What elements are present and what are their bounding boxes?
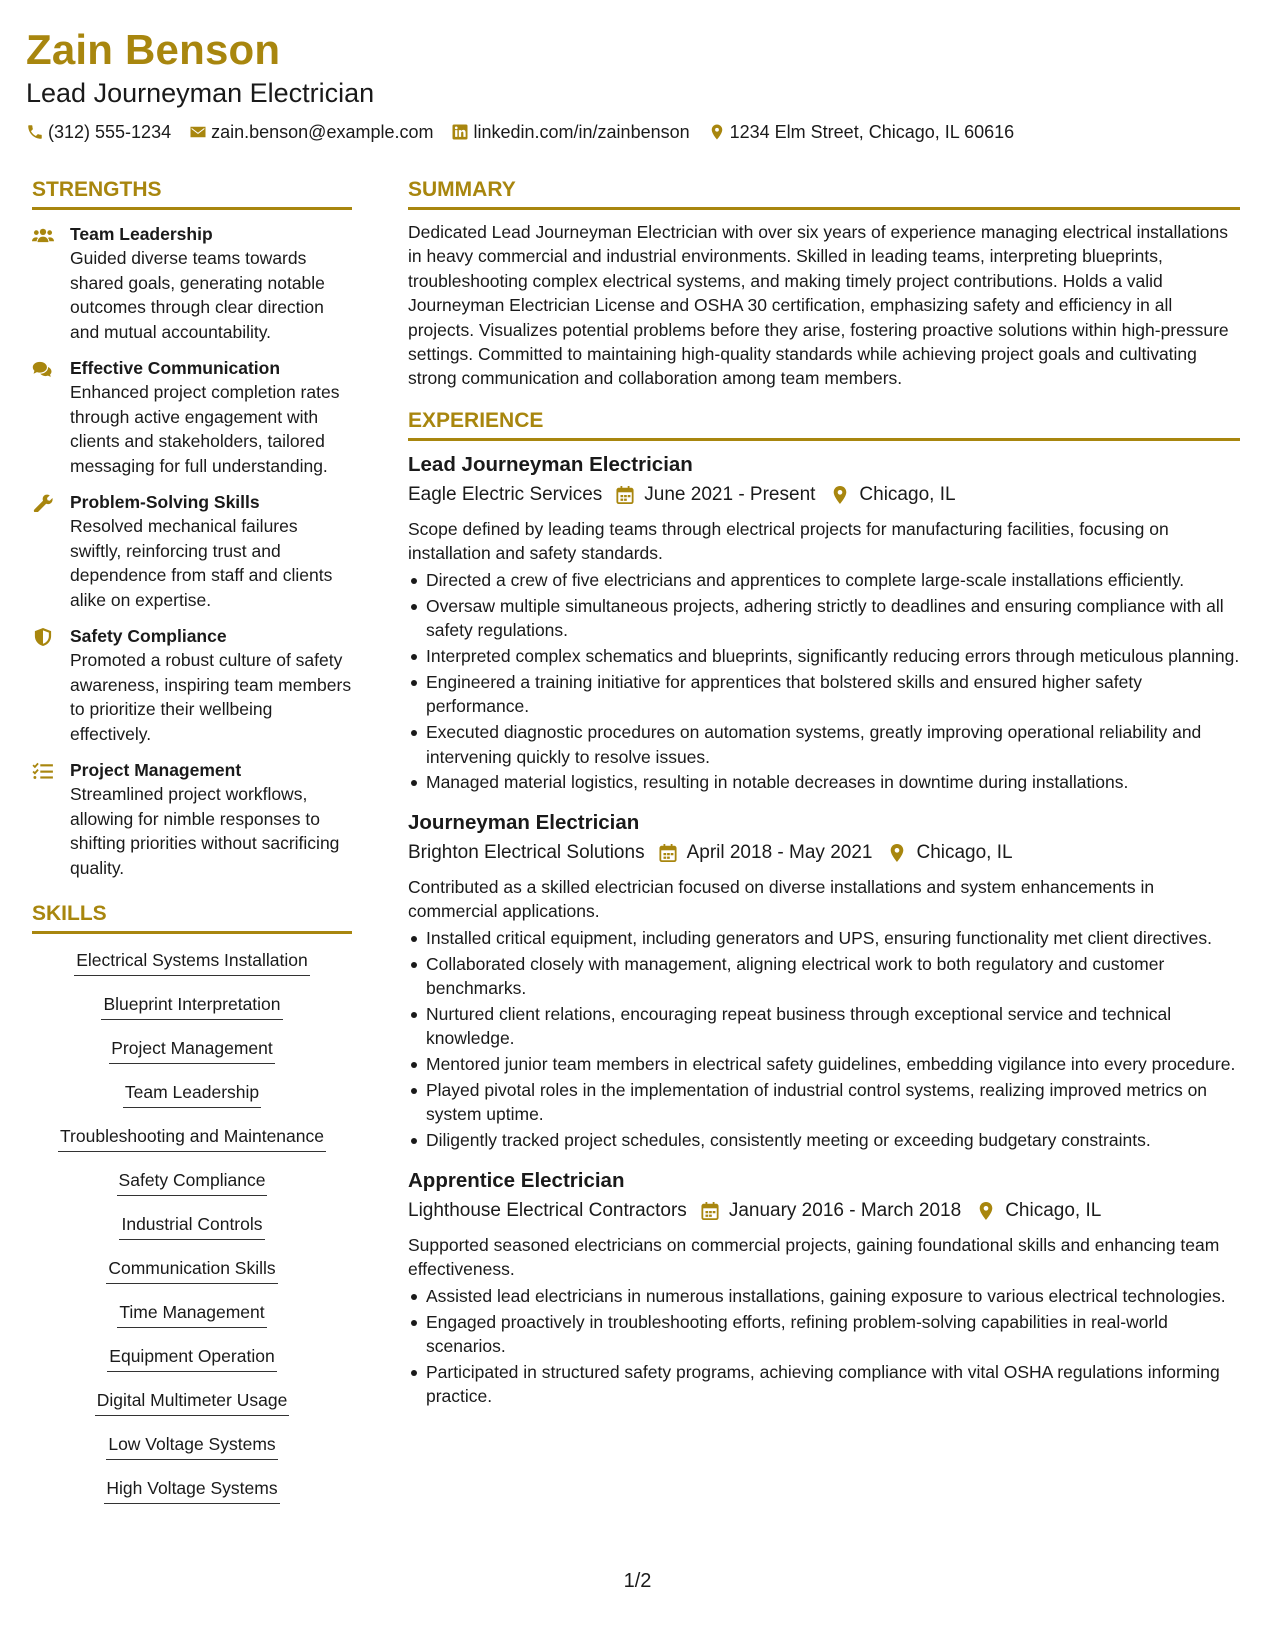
job-bullet: Interpreted complex schematics and blueprints, significantly reducing errors through meticulous planning. bbox=[408, 644, 1240, 668]
page-number bbox=[0, 1568, 1275, 1594]
candidate-name: Zain Benson bbox=[26, 26, 281, 73]
wrench-icon bbox=[32, 494, 54, 512]
map-pin-icon bbox=[708, 123, 726, 141]
strength-item bbox=[32, 758, 352, 880]
job-bullet: Oversaw multiple simultaneous projects, adhering strictly to deadlines and ensuring compliance with all safety regulations. bbox=[408, 594, 1240, 643]
skills-section bbox=[32, 900, 352, 1520]
strengths-list bbox=[32, 222, 352, 880]
job-bullet: Assisted lead electricians in numerous installations, gaining exposure to various electrical technologies. bbox=[408, 1284, 1240, 1308]
job-bullet: Collaborated closely with management, aligning electrical work to both regulatory and customer benchmarks. bbox=[408, 952, 1240, 1001]
strength-desc: Promoted a robust culture of safety awareness, inspiring team members to prioritize their wellbeing effectively. bbox=[70, 650, 352, 744]
strength-title: Effective Communication bbox=[70, 358, 281, 378]
chat-icon bbox=[32, 360, 54, 378]
job-bullet: Executed diagnostic procedures on automation systems, greatly improving operational reliability and intervening quickly to resolve issues. bbox=[408, 720, 1240, 769]
strength-item bbox=[32, 490, 352, 612]
job-bullet: Engineered a training initiative for apprentices that bolstered skills and ensured higher safety performance. bbox=[408, 670, 1240, 719]
job-bullet: Played pivotal roles in the implementation of industrial control systems, realizing improved metrics on system uptime. bbox=[408, 1078, 1240, 1127]
job-role: Lead Journeyman Electrician bbox=[408, 452, 693, 476]
email-text[interactable]: zain.benson@example.com bbox=[211, 122, 434, 142]
map-pin-icon bbox=[831, 485, 849, 505]
page-number-text: 1/2 bbox=[623, 1570, 652, 1592]
skill-tag: Team Leadership bbox=[123, 1080, 261, 1108]
skill-tag: Troubleshooting and Maintenance bbox=[58, 1124, 326, 1152]
calendar-icon bbox=[701, 1201, 719, 1221]
strength-title: Problem-Solving Skills bbox=[70, 492, 260, 512]
job-dates: April 2018 - May 2021 bbox=[686, 841, 873, 863]
job-company: Eagle Electric Services bbox=[408, 483, 603, 505]
strength-title: Team Leadership bbox=[70, 224, 213, 244]
job-company: Lighthouse Electrical Contractors bbox=[408, 1199, 687, 1221]
candidate-title: Lead Journeyman Electrician bbox=[26, 78, 375, 108]
strength-item bbox=[32, 356, 352, 478]
job-location: Chicago, IL bbox=[916, 841, 1013, 863]
job-description: Supported seasoned electricians on commercial projects, gaining foundational skills and enhancing team effectiveness. bbox=[408, 1234, 1220, 1280]
contact-bar bbox=[26, 120, 1246, 144]
job-dates: January 2016 - March 2018 bbox=[728, 1199, 962, 1221]
job-bullets bbox=[408, 1284, 1240, 1409]
job-location: Chicago, IL bbox=[1005, 1199, 1102, 1221]
shield-icon bbox=[32, 628, 54, 646]
tasks-icon bbox=[32, 762, 54, 780]
skill-tag: Time Management bbox=[117, 1300, 266, 1328]
job-entry bbox=[408, 451, 1240, 795]
skill-tag: Industrial Controls bbox=[119, 1212, 264, 1240]
skill-tag: Equipment Operation bbox=[107, 1344, 276, 1372]
skills-heading: SKILLS bbox=[32, 900, 352, 934]
skill-tag: Safety Compliance bbox=[117, 1168, 268, 1196]
phone-text: (312) 555-1234 bbox=[48, 122, 172, 142]
strength-desc: Enhanced project completion rates through active engagement with clients and stakeholders, tailored messaging for full understanding. bbox=[70, 382, 340, 476]
job-bullets bbox=[408, 926, 1240, 1153]
job-meta bbox=[408, 481, 1240, 509]
contact-address bbox=[708, 120, 1015, 144]
strength-title: Safety Compliance bbox=[70, 626, 227, 646]
job-entry bbox=[408, 809, 1240, 1153]
skill-tag: High Voltage Systems bbox=[104, 1476, 279, 1504]
job-bullet: Installed critical equipment, including generators and UPS, ensuring functionality met client directives. bbox=[408, 926, 1240, 950]
strength-desc: Guided diverse teams towards shared goals, generating notable outcomes through clear direction and mutual accountability. bbox=[70, 248, 325, 342]
skill-tag: Electrical Systems Installation bbox=[74, 948, 309, 976]
strength-item bbox=[32, 624, 352, 746]
experience-heading: EXPERIENCE bbox=[408, 407, 1240, 441]
contact-email[interactable] bbox=[189, 120, 433, 144]
job-bullet: Engaged proactively in troubleshooting efforts, refining problem-solving capabilities in real-world scenarios. bbox=[408, 1310, 1240, 1359]
job-bullet: Participated in structured safety programs, achieving compliance with vital OSHA regulations informing practice. bbox=[408, 1360, 1240, 1409]
skills-list bbox=[32, 948, 352, 1520]
job-company: Brighton Electrical Solutions bbox=[408, 841, 645, 863]
calendar-icon bbox=[659, 843, 677, 863]
envelope-icon bbox=[189, 123, 207, 141]
strength-title: Project Management bbox=[70, 760, 242, 780]
job-meta bbox=[408, 1197, 1240, 1225]
job-bullet: Directed a crew of five electricians and apprentices to complete large-scale installations efficiently. bbox=[408, 568, 1240, 592]
address-text: 1234 Elm Street, Chicago, IL 60616 bbox=[729, 122, 1015, 142]
job-bullets bbox=[408, 568, 1240, 795]
job-role: Journeyman Electrician bbox=[408, 810, 640, 834]
skill-tag: Digital Multimeter Usage bbox=[95, 1388, 290, 1416]
resume-header bbox=[26, 24, 1246, 144]
strength-desc: Resolved mechanical failures swiftly, reinforcing trust and dependence from staff and clients alike on expertise. bbox=[70, 516, 333, 610]
skill-tag: Blueprint Interpretation bbox=[101, 992, 282, 1020]
job-entry bbox=[408, 1167, 1240, 1409]
job-location: Chicago, IL bbox=[859, 483, 956, 505]
phone-icon bbox=[26, 123, 44, 141]
map-pin-icon bbox=[977, 1201, 995, 1221]
calendar-icon bbox=[616, 485, 634, 505]
summary-heading: SUMMARY bbox=[408, 176, 1240, 210]
job-bullet: Managed material logistics, resulting in notable decreases in downtime during installations. bbox=[408, 770, 1240, 794]
users-icon bbox=[32, 226, 54, 244]
job-bullet: Mentored junior team members in electrical safety guidelines, embedding vigilance into every procedure. bbox=[408, 1052, 1240, 1076]
job-description: Contributed as a skilled electrician focused on diverse installations and system enhancements in commercial applications. bbox=[408, 876, 1155, 922]
linkedin-icon bbox=[451, 123, 469, 141]
skill-tag: Project Management bbox=[109, 1036, 274, 1064]
job-description: Scope defined by leading teams through electrical projects for manufacturing facilities, focusing on installation and safety standards. bbox=[408, 518, 1169, 564]
skill-tag: Low Voltage Systems bbox=[106, 1432, 277, 1460]
job-role: Apprentice Electrician bbox=[408, 1168, 625, 1192]
strength-desc: Streamlined project workflows, allowing for nimble responses to shifting priorities without sacrificing quality. bbox=[70, 784, 340, 878]
summary-text: Dedicated Lead Journeyman Electrician with over six years of experience managing electrical installations in heavy commercial and industrial environments. Skilled in leading teams, interpreting blueprints, troubleshooting complex electrical systems, and making timely project contributions. Holds a valid Journeyman Electrician License and OSHA 30 certification, emphasizing safety and efficiency in all projects. Visualizes potential problems before they arise, fostering proactive solutions within high-pressure settings. Committed to maintaining high-quality standards while achieving project goals and cultivating strong communication and collaboration among team members. bbox=[408, 222, 1229, 389]
contact-linkedin[interactable] bbox=[451, 120, 689, 144]
skill-tag: Communication Skills bbox=[106, 1256, 277, 1284]
left-column bbox=[32, 176, 352, 1520]
experience-section bbox=[408, 407, 1240, 1409]
contact-phone bbox=[26, 120, 171, 144]
job-bullet: Diligently tracked project schedules, consistently meeting or exceeding budgetary constraints. bbox=[408, 1128, 1240, 1152]
right-column bbox=[408, 176, 1240, 1410]
job-bullet: Nurtured client relations, encouraging repeat business through exceptional service and technical knowledge. bbox=[408, 1002, 1240, 1051]
linkedin-text[interactable]: linkedin.com/in/zainbenson bbox=[473, 122, 690, 142]
strength-item bbox=[32, 222, 352, 344]
job-meta bbox=[408, 839, 1240, 867]
job-dates: June 2021 - Present bbox=[644, 483, 816, 505]
strengths-heading: STRENGTHS bbox=[32, 176, 352, 210]
map-pin-icon bbox=[888, 843, 906, 863]
